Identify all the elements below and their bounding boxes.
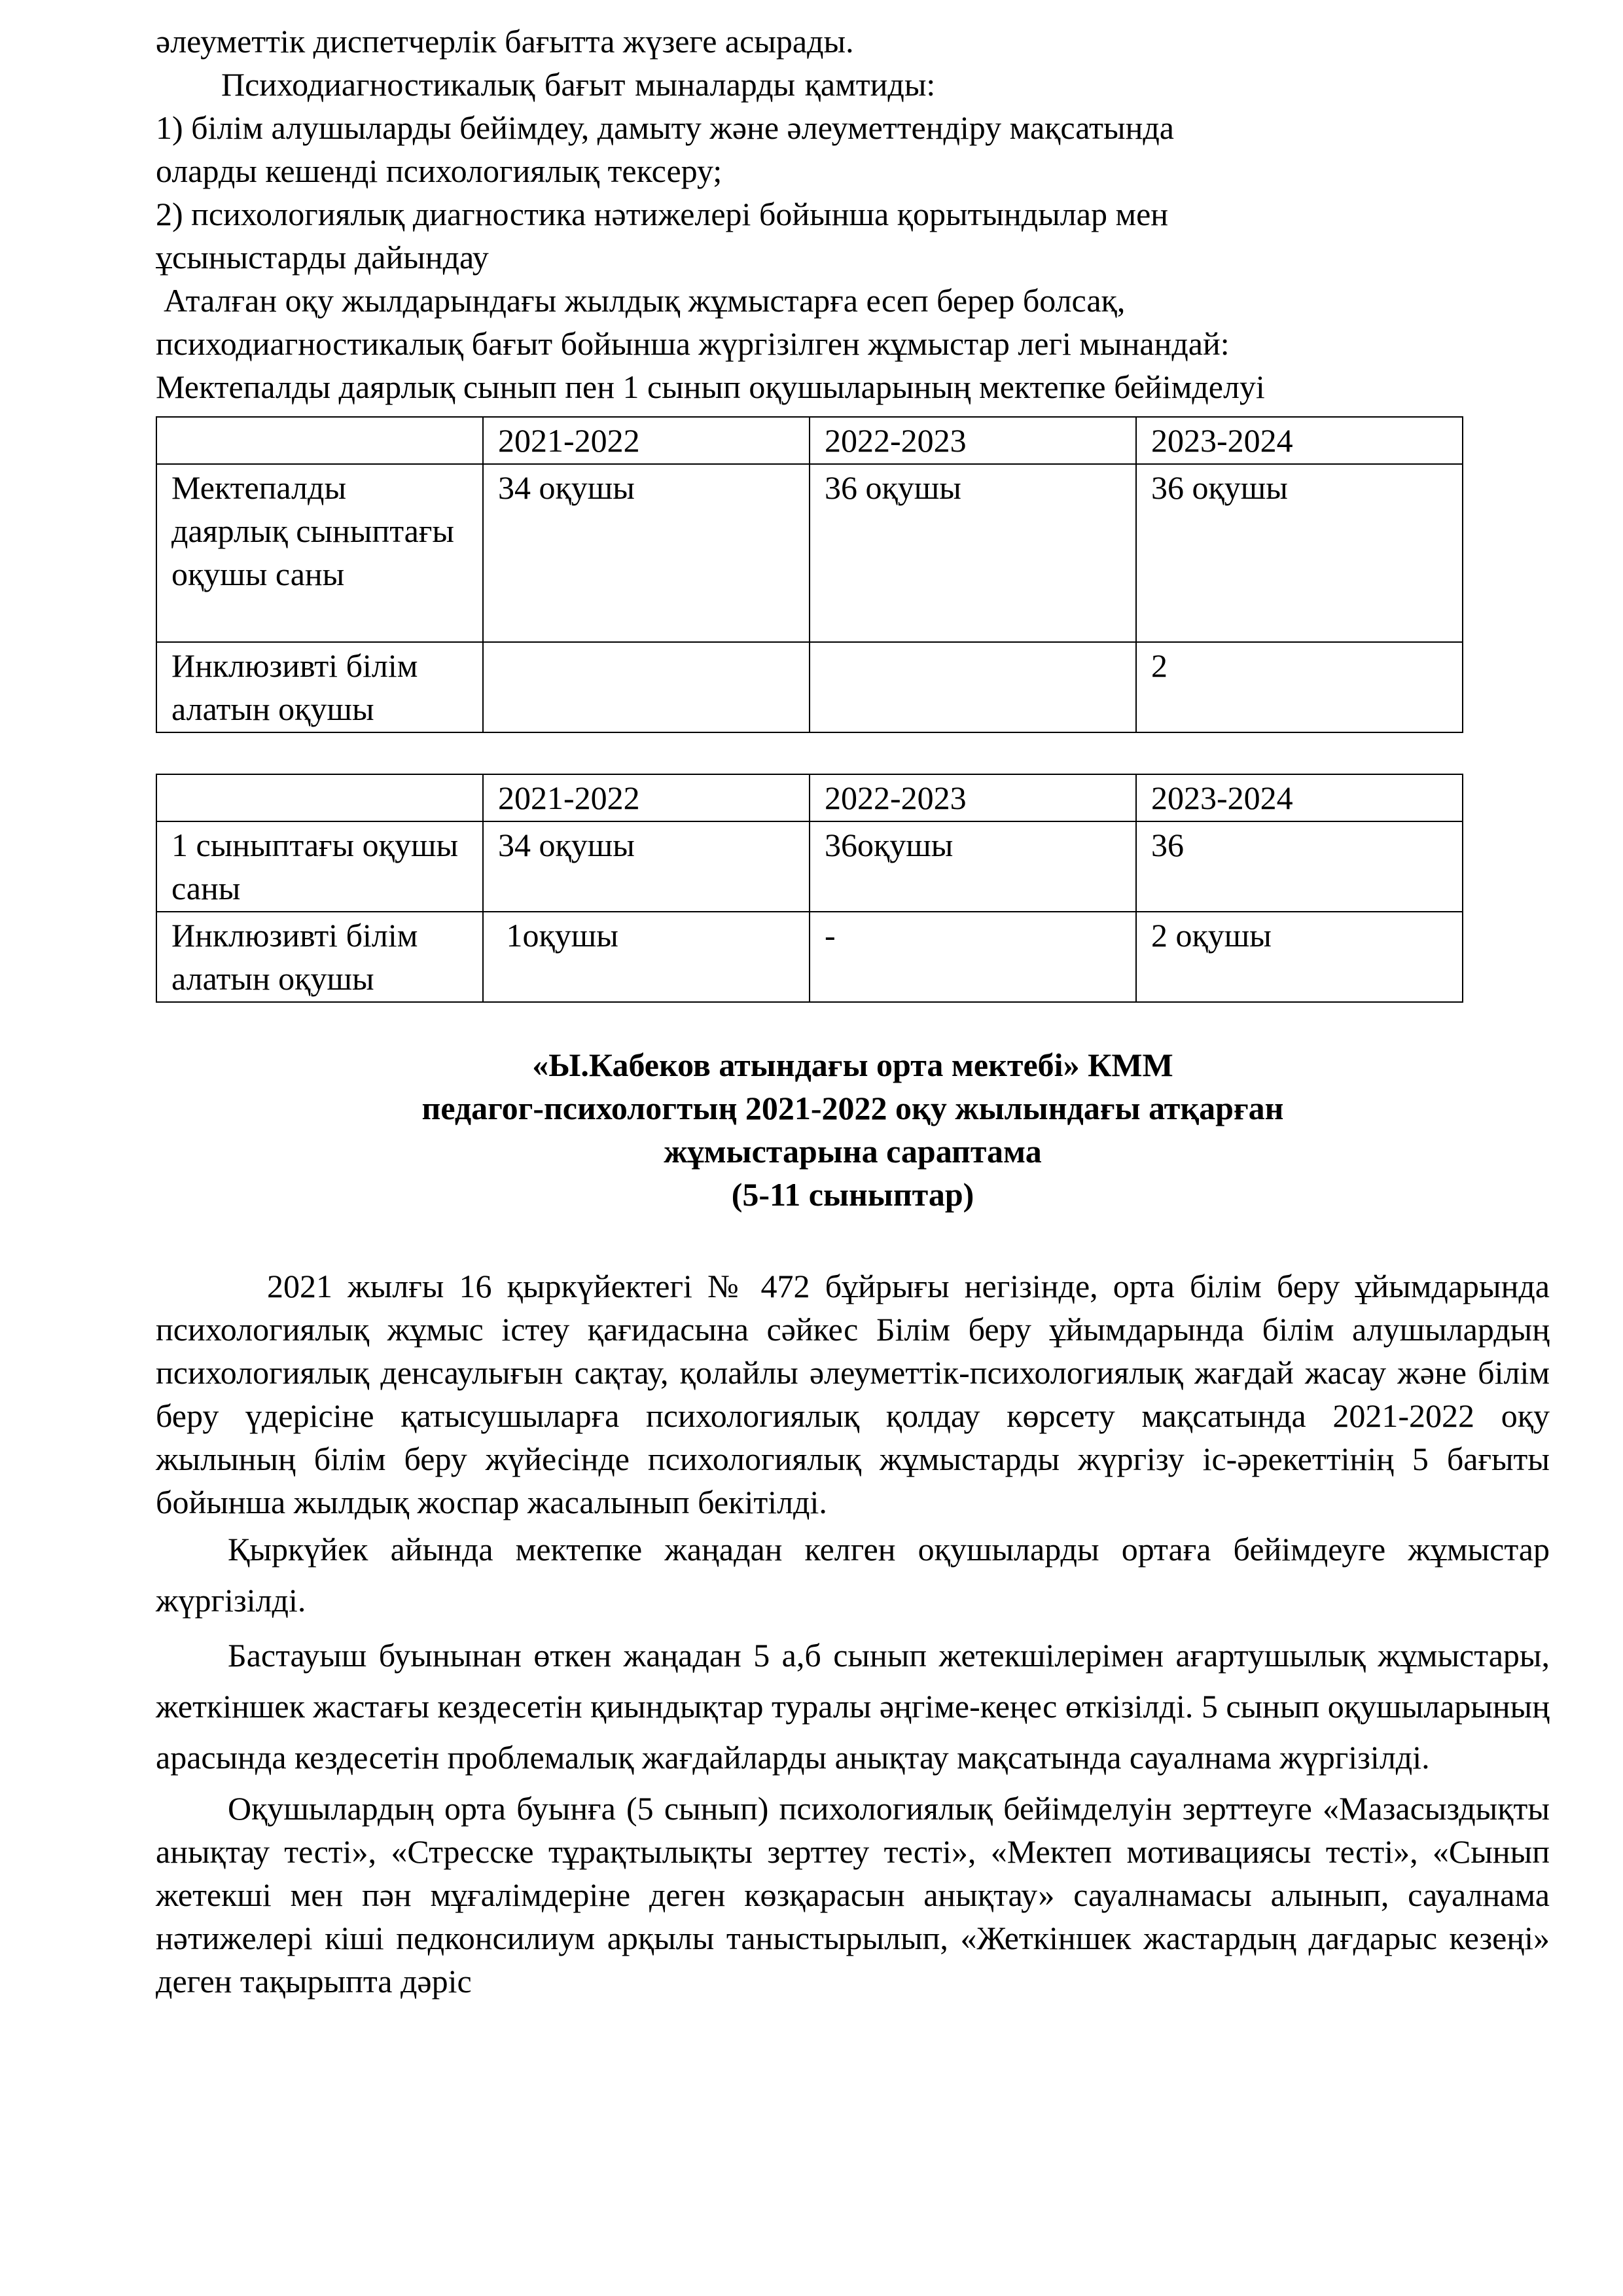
intro-line: оларды кешенді психологиялық тексеру; bbox=[156, 152, 722, 189]
intro-line: əлеуметтік диспетчерлік бағытта жүзеге асырады. bbox=[156, 23, 854, 60]
table-cell: 36 bbox=[1136, 821, 1463, 912]
table-row bbox=[156, 821, 1463, 912]
heading-line: жұмыстарына сараптама bbox=[664, 1133, 1042, 1170]
table-cell: 34 оқушы bbox=[483, 464, 810, 642]
table-cell: - bbox=[810, 912, 1136, 1002]
table-cell: 1оқушы bbox=[483, 912, 810, 1002]
table-first-grade bbox=[156, 774, 1463, 1003]
table-header-cell: 2022-2023 bbox=[810, 417, 1136, 464]
table-cell: 2 оқушы bbox=[1136, 912, 1463, 1002]
table-header-cell bbox=[156, 417, 483, 464]
table-cell: 36 оқушы bbox=[810, 464, 1136, 642]
table-header-cell: 2023-2024 bbox=[1136, 774, 1463, 821]
table-cell: 36 оқушы bbox=[1136, 464, 1463, 642]
table-header-cell: 2021-2022 bbox=[483, 417, 810, 464]
table-cell: 1 сыныптағы оқушы саны bbox=[156, 821, 483, 912]
table-cell bbox=[810, 642, 1136, 732]
table-cell: 36оқушы bbox=[810, 821, 1136, 912]
intro-line: Психодиагностикалық бағыт мыналарды қамтиды: bbox=[221, 66, 936, 103]
heading-line: «Ы.Кабеков атындағы орта мектебі» КММ bbox=[532, 1047, 1173, 1083]
intro-line: 2) психологиялық диагностика нəтижелері бойынша қорытындылар мен bbox=[156, 196, 1169, 232]
table-header-cell: 2023-2024 bbox=[1136, 417, 1463, 464]
table-cell: Инклюзивті білім алатын оқушы bbox=[156, 642, 483, 732]
intro-section bbox=[156, 20, 1550, 408]
heading-line: (5-11 сыныптар) bbox=[731, 1176, 974, 1213]
intro-line: ұсыныстарды дайындау bbox=[156, 239, 489, 276]
intro-line: 1) білім алушыларды бейімдеу, дамыту және əлеуметтендіру мақсатында bbox=[156, 109, 1174, 146]
heading-line: педагог-психологтың 2021-2022 оқу жылындағы атқарған bbox=[421, 1090, 1284, 1126]
report-heading bbox=[156, 1043, 1550, 1216]
table-preschool bbox=[156, 416, 1463, 733]
table-cell: 34 оқушы bbox=[483, 821, 810, 912]
intro-line: Аталған оқу жылдарындағы жылдық жұмыстарға есеп берер болсақ, bbox=[164, 282, 1126, 319]
body-paragraph: Бастауыш буынынан өткен жаңадан 5 а,б сынып жетекшілерімен ағартушылық жұмыстары, жеткіншек жастағы кездесетін қиындықтар туралы əңгіме-кеңес өткізілді. 5 сынып оқушыларының арасында кездесетін проблемалық жағдайларды анықтау мақсатында сауалнама жүргізілді. bbox=[156, 1637, 1550, 1776]
intro-line: психодиагностикалық бағыт бойынша жүргізілген жұмыстар легі мынандай: bbox=[156, 325, 1230, 362]
table-cell: Мектепалды даярлық сыныптағы оқушы саны bbox=[156, 464, 483, 642]
body-paragraph: Оқушылардың орта буынға (5 сынып) психологиялық бейімделуін зерттеуге «Мазасыздықты анықтау тесті», «Стресске тұрақтылықты зерттеу тесті», «Мектеп мотивациясы тесті», «Сынып жетекші мен пəн мұғалімдеріне деген көзқарасын анықтау» сауалнамасы алынып, сауалнама нəтижелері кіші педконсилиум арқылы таныстырылып, «Жеткіншек жастардың дағдарыс кезеңі» деген тақырыпта дəріс bbox=[156, 1790, 1550, 2000]
body-section bbox=[156, 1265, 1550, 2003]
table-cell: Инклюзивті білім алатын оқушы bbox=[156, 912, 483, 1002]
table-header-cell: 2022-2023 bbox=[810, 774, 1136, 821]
table-row bbox=[156, 464, 1463, 642]
table-header-cell: 2021-2022 bbox=[483, 774, 810, 821]
table-cell: 2 bbox=[1136, 642, 1463, 732]
table-header-row bbox=[156, 417, 1463, 464]
table-header-cell bbox=[156, 774, 483, 821]
body-paragraph: 2021 жылғы 16 қыркүйектегі № 472 бұйрығы негізінде, орта білім беру ұйымдарында психологиялық жұмыс істеу қағидасына сəйкес Білім беру ұйымдарында білім алушылардың психологиялық денсаулығын сақтау, қолайлы əлеуметтік-психологиялық жағдай жасау жəне білім беру үдерісіне қатысушыларға психологиялық қолдау көрсету мақсатында 2021-2022 оқу жылының білім беру жүйесінде психологиялық жұмыстарды жүргізу іс-əрекеттінің 5 бағыты бойынша жылдық жоспар жасалынып бекітілді. bbox=[156, 1268, 1550, 1520]
body-paragraph: Қыркүйек айында мектепке жаңадан келген оқушыларды ортаға бейімдеуге жұмыстар жүргізілді. bbox=[156, 1531, 1550, 1619]
table-header-row bbox=[156, 774, 1463, 821]
table-row bbox=[156, 912, 1463, 1002]
intro-line: Мектепалды даярлық сынып пен 1 сынып оқушыларының мектепке бейімделуі bbox=[156, 368, 1265, 405]
table-cell bbox=[483, 642, 810, 732]
table-row bbox=[156, 642, 1463, 732]
